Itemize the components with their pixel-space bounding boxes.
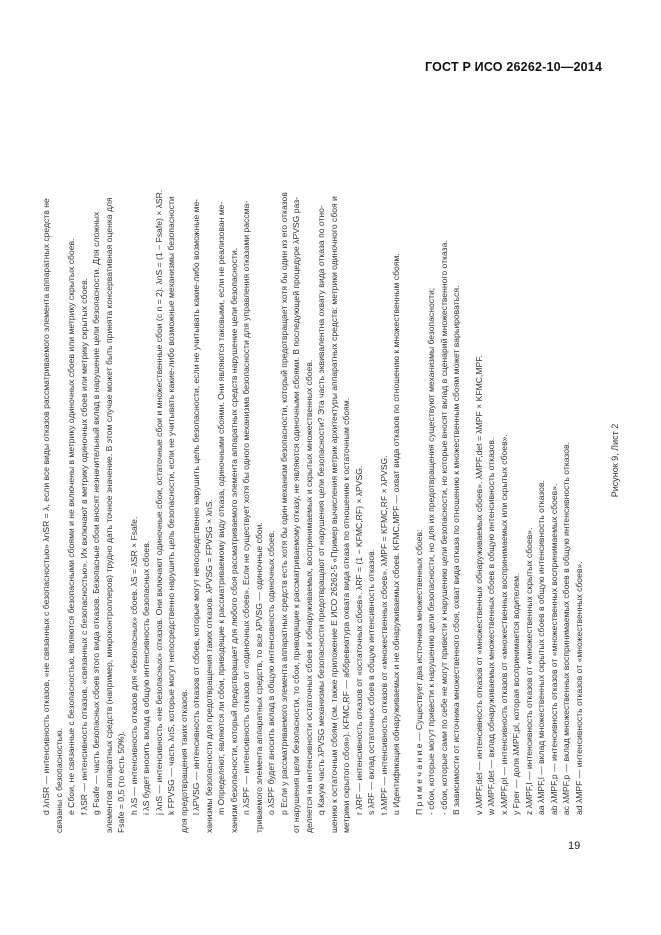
footnote-line: g Fsafe — часть безопасных сбоев этого вида отказов. Безопасные сбои вносят незначительный вклад в нарушение цели безопасности. Для сложных [91,211,101,815]
footnote-line: v λMPF,det — интенсивность отказов от «множественных обнаруживаемых сбоев». λMPF,det = λMPF × KFMC,MPF. [473,355,484,815]
footnote-line: z λMPF,l — интенсивность отказов от «множественных скрытых сбоев». [523,527,534,815]
note-line: - сбои, которые могут привести к нарушению цели безопасности, но для их предотвращения существуют механизмы безопасности; [426,287,436,815]
footnote-line: x λMPF,pl — интенсивность отказов от «множественных воспринимаемых или скрытых сбоев». [498,434,509,815]
document-header: ГОСТ Р ИСО 26262-10—2014 [425,60,603,74]
footnote-line: h λS — интенсивность отказов для «безопасных» сбоев. λS = λSR × Fsafe. [128,516,139,815]
rotated-figure-notes [40,88,620,833]
footnote-line: n λSPF — интенсивность отказов от «одиночных сбоев». Если не существует хотя бы одного механизма безопасности для управления отказами рассма- [241,200,251,815]
footnote-line: f λSR — интенсивность отказов, «связанных с безопасностью». Их включают в метрику одиночных сбоев или метрику скрытых сбоев. [78,277,89,815]
footnote-line: ханизмы безопасности для предотвращения таких отказов. λPVSG = FPVSG × λnS. [203,499,214,833]
footnote-line: триваемого элемента аппаратных средств, то все λPVSG — одиночные сбои. [253,522,264,833]
footnote-line: для предотвращения таких отказов. [178,689,189,833]
footnote-line: l λPVSG — интенсивность отказов от сбоев, которые могут непосредственно нарушить цель безопасности, если не учитывать какие-либо возможные ме- [191,198,201,815]
footnote-line: i λS будет вносить вклад в общую интенсивность безопасных сбоев. [141,540,151,815]
footnote-line: Fsafe = 0,5 (то есть 50%). [116,731,126,833]
footnote-line: aa λMPF,l — вклад множественных скрытых сбоев в общую интенсивность отказов. [536,480,546,815]
footnote-line: w λMPF,det — вклад обнаруживаемых множественных сбоев в общую интенсивность отказов. [486,437,496,815]
footnote-line: деляется на интенсивности остаточных сбоев и обнаруживаемых, воспринимаемых и скрытых множественных сбоев. [303,359,314,833]
note-line: - сбои, которые сами по себе не могут привести к нарушению цели безопасности, но которые вносят вклад в сценарий множественного отказа. [438,240,449,815]
footnote-line: k FPVSG — часть λnS, которые могут непосредственно нарушить цель безопасности, если не учитывать какие-либо возможные механизмы безопасности [166,196,176,815]
footnote-line: d λnSR — интенсивность отказов, «не связанных с безопасностью» λnSR = λ, если все виды отказов рассматриваемого элемента аппаратных средств не [41,198,51,815]
footnote-line: ac λMPF,p — вклад множественных воспринимаемых сбоев в общую интенсивность отказов. [561,442,571,815]
footnote-line: j λnS — интенсивность «не безопасных» отказов. Они включают одиночные сбои, остаточные сбои и множественные сбои (с n = 2). λnS = (1 − Fsafe) × λSR. [153,189,164,815]
note-line: В зависимости от источника множественного сбоя, охват вида отказа по отношению к множественным сбоям может варьироваться. [451,285,461,815]
footnote-line: e Сбои, не связанные с безопасностью, являются безопасными сбоями и не включены в метрику одиночных сбоев или метрику скрытых сбоев. [66,238,76,815]
footnote-line: u Идентификация обнаруживаемых и не обнаруживаемых сбоев. KFMC,MPF — охват вида отказов по отношению к множественным сбоям. [391,253,401,815]
footnote-line: ad λMPF — интенсивность отказов от «множественных сбоев». [573,561,584,815]
footnote-line: метрики скрытого сбоя»). KFMC,RF — аббревиатура охвата вида отказа по отношению к остаточным сбоям. [341,397,351,833]
footnote-line: связаны с безопасностью. [53,728,64,833]
footnote-line: m Определяют, являются ли сбои, приводящие к рассматриваемому виду отказа, одиночными сбоями. Они являются таковыми, если не реализован ме- [216,201,226,815]
note-line: П р и м е ч а н и е — Существует два источника множественных сбоев: [413,529,424,815]
footnote-line: от нарушения цели безопасности, то сбои, приводящие к рассматриваемому отказу, не являются одиночными сбоями. В последующей процедуре λPVSG раз- [291,197,301,833]
footnote-line: s λRF — вклад остаточных сбоев в общую интенсивность отказов. [366,548,376,815]
footnote-line: q Какую часть λPVSG механизмы безопасности предотвращают от нарушения цели безопасности? Эта часть эквивалентна охвату вида отказа по отно- [316,205,326,815]
footnote-line: ханизм безопасности, который предотвращает для любого сбоя рассматриваемого элемента аппаратных средств нарушение цели безопасности. [228,247,239,833]
footnote-line: y Fper — доля λMPF,pl, которая воспринимается водителем. [511,573,521,815]
footnote-line: шению к остаточным сбоям (см. также приложение Е ИСО 26262-5 «Пример вычисления метрик архитектуры аппаратных средств: метрики одиночного сбоя и [328,196,339,833]
footnote-line: ab λMPF,p — интенсивность отказов от «множественных воспринимаемых сбоев». [548,483,559,815]
figure-caption: Рисунок 9, Лист 2 [610,423,620,498]
footnote-line: t λMPF — интенсивность отказов от «множественных сбоев». λMPF = KFMC,RF × λPVSG. [378,455,389,815]
figure-notes-block [40,88,620,833]
footnote-line: r λRF — интенсивность отказов от «остаточных сбоев». λRF = (1 − KFMC,RF) × λPVSG. [353,465,364,815]
footnote-line: p Если у рассматриваемого элемента аппаратных средств есть хотя бы один механизм безопасности, который предотвращает хотя бы один из его отказов [278,192,289,815]
footnote-line: элементов аппаратных средств (например, микроконтроллеров) трудно дать точное значение. В этом случае может быть принята консервативная оценка для [103,197,114,833]
footnote-line: o λSPF будет вносить вклад в общую интенсивность одиночных сбоев. [266,530,276,815]
page-number: 19 [568,840,581,852]
